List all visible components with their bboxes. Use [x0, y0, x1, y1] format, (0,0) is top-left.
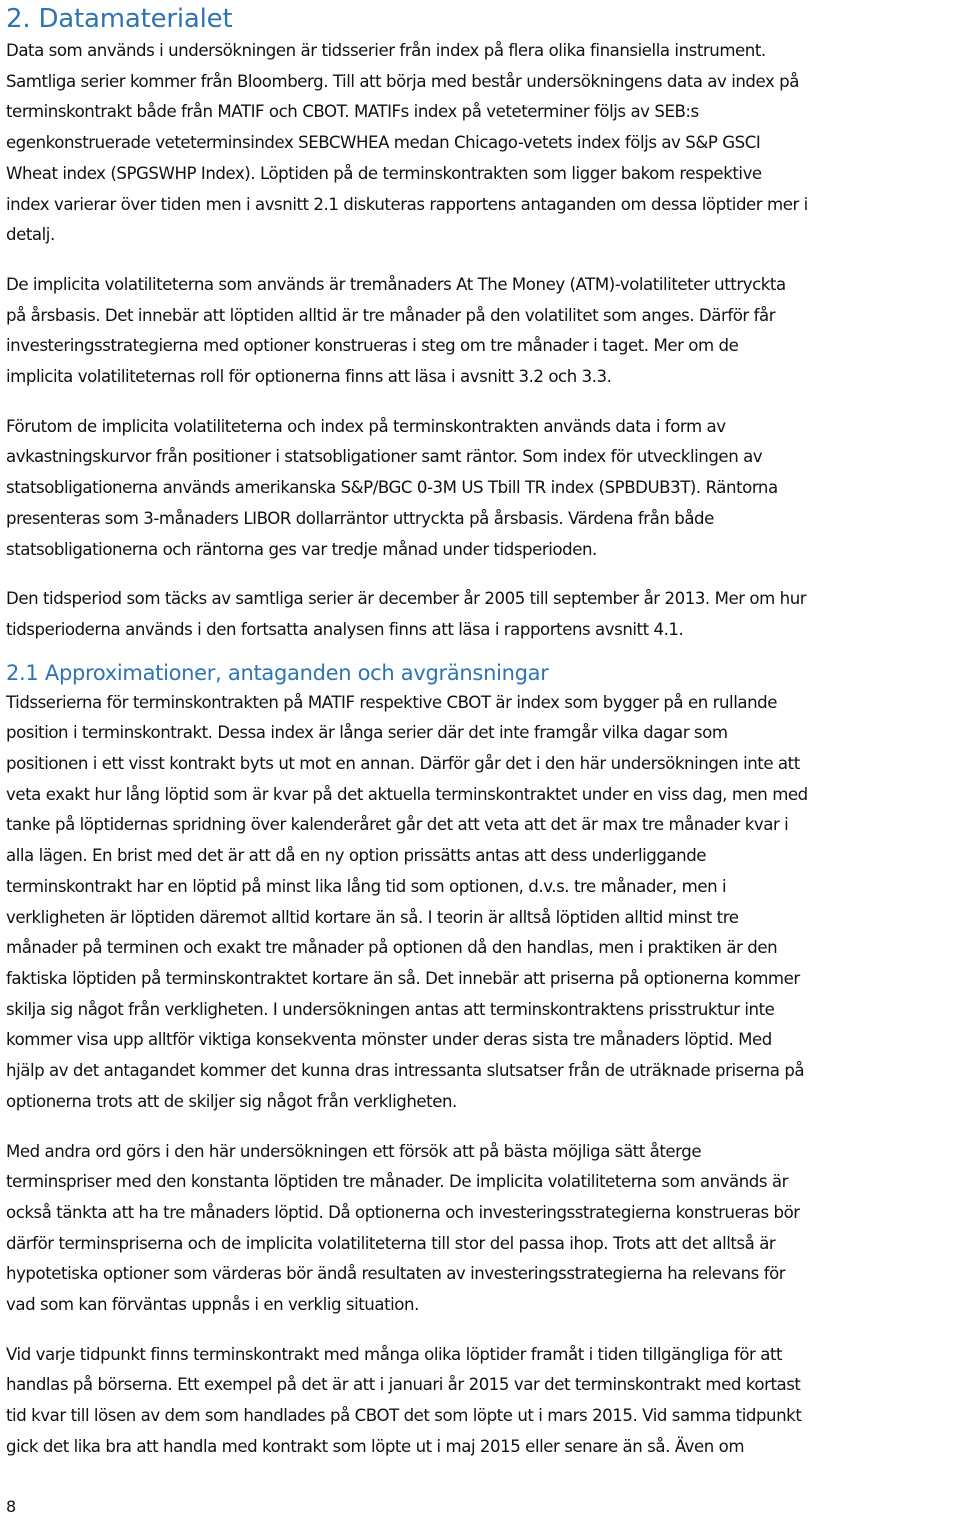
paragraph — [6, 584, 956, 645]
text-line: index varierar över tiden men i avsnitt 2.1 diskuteras rapportens antaganden om dessa löptider mer i — [6, 194, 808, 214]
text-line: kommer visa upp alltför viktiga konsekventa mönster under deras sista tre månaders löptid. Med — [6, 1030, 772, 1050]
text-line: Med andra ord görs i den här undersökningen ett försök att på bästa möjliga sätt återge — [6, 1141, 702, 1161]
text-line: gick det lika bra att handla med kontrakt som löpte ut i maj 2015 eller senare än så. Även om — [6, 1436, 745, 1456]
paragraph — [6, 412, 956, 566]
paragraph — [6, 1340, 956, 1463]
text-line: statsobligationerna och räntorna ges var tredje månad under tidsperioden. — [6, 539, 597, 559]
text-line: tidsperioderna används i den fortsatta analysen finns att läsa i rapportens avsnitt 4.1. — [6, 619, 684, 639]
text-line: detalj. — [6, 225, 55, 245]
text-line: terminskontrakt både från MATIF och CBOT. MATIFs index på veteterminer följs av SEB:s — [6, 102, 699, 122]
text-line: tanke på löptidernas spridning över kalenderåret går det att veta att det är max tre månader kvar i — [6, 815, 789, 835]
page-number: 8 — [6, 1497, 17, 1516]
text-line: också tänkta att ha tre månaders löptid. Då optionerna och investeringsstrategierna konstrueras bör — [6, 1202, 800, 1222]
text-line: Förutom de implicita volatiliteterna och index på terminskontrakten används data i form av — [6, 416, 726, 436]
text-line: terminskontrakt har en löptid på minst lika lång tid som optionen, d.v.s. tre månader, men i — [6, 876, 727, 896]
text-line: hypotetiska optioner som värderas bör ändå resultaten av investeringsstrategierna ha relevans för — [6, 1264, 786, 1284]
text-line: verkligheten är löptiden däremot alltid kortare än så. I teorin är alltså löptiden alltid minst tre — [6, 907, 739, 927]
paragraph — [6, 270, 956, 393]
text-line: Wheat index (SPGSWHP Index). Löptiden på de terminskontrakten som ligger bakom respektive — [6, 163, 762, 183]
text-line: De implicita volatiliteterna som används är tremånaders At The Money (ATM)-volatiliteter uttryckta — [6, 274, 786, 294]
text-line: vad som kan förväntas uppnås i en verklig situation. — [6, 1295, 419, 1315]
text-line: positionen i ett visst kontrakt byts ut mot en annan. Därför går det i den här undersökningen inte att — [6, 754, 800, 774]
text-line: på årsbasis. Det innebär att löptiden alltid är tre månader på den volatilitet som anges. Därför får — [6, 305, 776, 325]
text-line: tid kvar till lösen av dem som handlades på CBOT det som löpte ut i mars 2015. Vid samma tidpunkt — [6, 1406, 802, 1426]
text-line: presenteras som 3-månaders LIBOR dollarräntor uttryckta på årsbasis. Värdena från både — [6, 508, 714, 528]
text-line: egenkonstruerade veteterminsindex SEBCWHEA medan Chicago-vetets index följs av S&P GSCI — [6, 133, 761, 153]
text-line: därför terminspriserna och de implicita volatiliteterna till stor del passa ihop. Trots att det alltså är — [6, 1233, 776, 1253]
section-body — [6, 36, 956, 646]
text-line: Data som används i undersökningen är tidsserier från index på flera olika finansiella instrument. — [6, 41, 766, 60]
paragraph — [6, 1137, 956, 1321]
text-line: veta exakt hur lång löptid som är kvar på det aktuella terminskontraktet under en viss dag, men med — [6, 784, 808, 804]
text-line: Vid varje tidpunkt finns terminskontrakt med många olika löptider framåt i tiden tillgängliga för att — [6, 1344, 783, 1364]
text-line: alla lägen. En brist med det är att då en ny option prissätts antas att dess underliggande — [6, 846, 707, 866]
text-line: Den tidsperiod som täcks av samtliga serier är december år 2005 till september år 2013. Mer om hur — [6, 589, 807, 609]
text-line: position i terminskontrakt. Dessa index är långa serier där det inte framgår vilka dagar som — [6, 723, 728, 743]
text-line: faktiska löptiden på terminskontraktet kortare än så. Det innebär att priserna på optionerna kommer — [6, 968, 800, 988]
text-line: terminspriser med den konstanta löptiden tre månader. De implicita volatiliteterna som används är — [6, 1172, 788, 1192]
text-line: implicita volatiliteternas roll för optionerna finns att läsa i avsnitt 3.2 och 3.3. — [6, 367, 612, 387]
text-line: hjälp av det antagandet kommer det kunna dras intressanta slutsatser från de uträknade priserna på — [6, 1061, 805, 1081]
text-line: optionerna trots att de skiljer sig något från verkligheten. — [6, 1091, 457, 1111]
text-line: investeringsstrategierna med optioner konstrueras i steg om tre månader i taget. Mer om de — [6, 336, 739, 356]
section-heading: 2. Datamaterialet — [6, 4, 233, 34]
document-page — [6, 0, 956, 1463]
text-line: Samtliga serier kommer från Bloomberg. Till att börja med består undersökningens data av index på — [6, 71, 799, 91]
paragraph — [6, 36, 956, 251]
text-line: Tidsserierna för terminskontrakten på MATIF respektive CBOT är index som bygger på en rullande — [6, 692, 777, 712]
text-line: skilja sig något från verkligheten. I undersökningen antas att terminskontraktens prisstruktur inte — [6, 999, 775, 1019]
text-line: handlas på börserna. Ett exempel på det är att i januari år 2015 var det terminskontrakt med kortast — [6, 1375, 801, 1395]
text-line: statsobligationerna används amerikanska S&P/BGC 0-3M US Tbill TR index (SPBDUB3T). Räntorna — [6, 478, 778, 498]
subsection-body — [6, 688, 956, 1463]
text-line: avkastningskurvor från positioner i statsobligationer samt räntor. Som index för utvecklingen av — [6, 447, 763, 467]
paragraph — [6, 688, 956, 1118]
subsection-heading: 2.1 Approximationer, antaganden och avgränsningar — [6, 660, 549, 685]
text-line: månader på terminen och exakt tre månader på optionen då den handlas, men i praktiken är den — [6, 938, 778, 958]
